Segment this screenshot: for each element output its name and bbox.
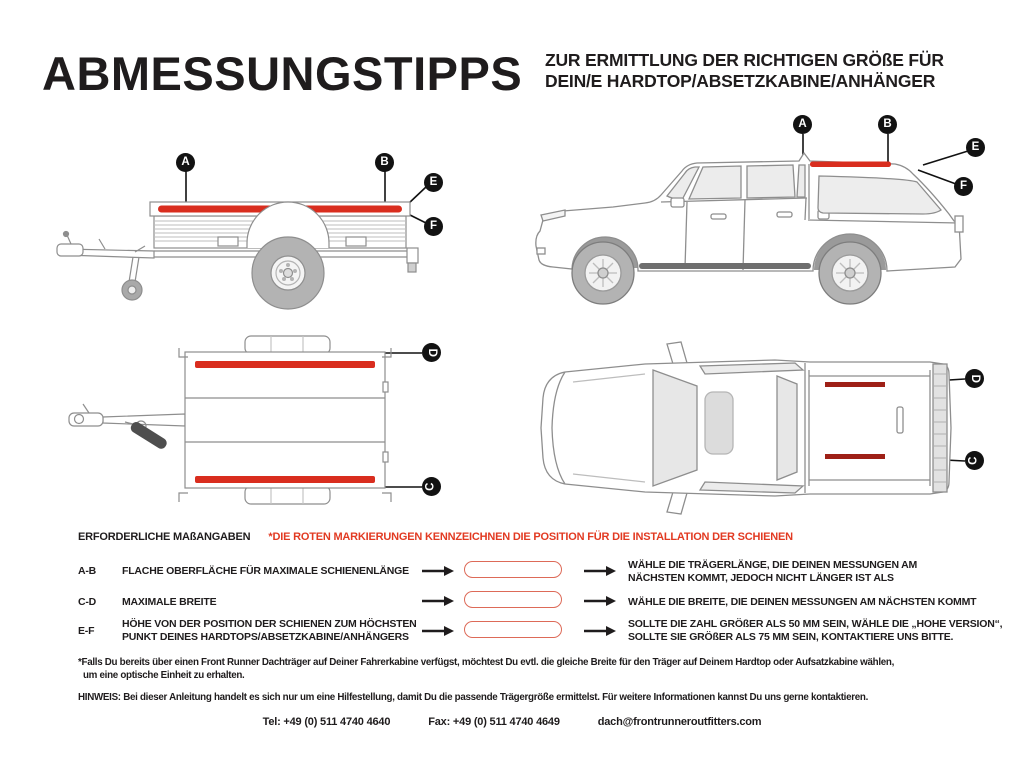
contact-tel: Tel: +49 (0) 511 4740 4640: [262, 716, 391, 728]
page-subtitle: [545, 50, 944, 92]
label-badge-a-trailer-side: A: [176, 153, 195, 172]
trailer-top-view: [55, 330, 465, 520]
hinweis-note: HINWEIS: Bei dieser Anleitung handelt es sich nur um eine Hilfestellung, damit Du die passende Trägergröße ermittelst. Für weitere Informationen kannst Du uns gerne kontaktieren.: [78, 692, 869, 703]
row-cd-description: MAXIMALE BREITE: [122, 596, 217, 608]
trailer-side-view: [55, 140, 465, 325]
row-ab-result: WÄHLE DIE TRÄGERLÄNGE, DIE DEINEN MESSUNGEN AM NÄCHSTEN KOMMT, JEDOCH NICHT LÄNGER IST ALS: [628, 559, 918, 584]
label-badge-c-trailer-top: C: [422, 477, 441, 496]
arrow-right-icon: [584, 595, 616, 607]
row-ab-description: FLACHE OBERFLÄCHE FÜR MAXIMALE SCHIENENLÄNGE: [122, 565, 409, 577]
subtitle-line-1: ZUR ERMITTLUNG DER RICHTIGEN GRÖßE FÜR: [545, 50, 944, 70]
row-ab-key: A-B: [78, 565, 97, 577]
label-badge-a-truck-side: A: [793, 115, 812, 134]
measurements-red-note: *DIE ROTEN MARKIERUNGEN KENNZEICHNEN DIE POSITION FÜR DIE INSTALLATION DER SCHIENEN: [268, 531, 793, 543]
arrow-right-icon: [422, 565, 454, 577]
label-badge-d-trailer-top: D: [422, 343, 441, 362]
label-badge-e-truck-side: E: [966, 138, 985, 157]
measurements-header: [78, 531, 793, 543]
contact-bar: [0, 716, 1024, 728]
asterisk-footnote-line1: *Falls Du bereits über einen Front Runner Dachträger auf Deiner Fahrerkabine verfügst, möchtest Du evtl. die gleiche Breite für den Träger auf Deinem Hardtop oder Aufsatzkabine wählen,: [78, 657, 895, 668]
label-badge-b-trailer-side: B: [375, 153, 394, 172]
truck-side-view: [525, 110, 1000, 310]
label-badge-c-truck-top: C: [965, 451, 984, 470]
contact-email: dach@frontrunneroutfitters.com: [597, 716, 762, 728]
row-cd-result: WÄHLE DIE BREITE, DIE DEINEN MESSUNGEN AM NÄCHSTEN KOMMT: [628, 596, 977, 608]
row-ef-key: E-F: [78, 625, 95, 637]
asterisk-footnote-line2: um eine optische Einheit zu erhalten.: [83, 670, 245, 681]
label-badge-f-truck-side: F: [954, 177, 973, 196]
row-ef-description: HÖHE VON DER POSITION DER SCHIENEN ZUM HÖCHSTEN PUNKT DEINES HARDTOPS/ABSETZKABINE/ANHÄNGERS: [122, 618, 417, 643]
label-badge-e-trailer-side: E: [424, 173, 443, 192]
measurement-input-ef[interactable]: [464, 621, 562, 638]
label-badge-b-truck-side: B: [878, 115, 897, 134]
arrow-right-icon: [584, 625, 616, 637]
measurements-title: ERFORDERLICHE MAßANGABEN: [78, 531, 251, 543]
subtitle-line-2: DEIN/E HARDTOP/ABSETZKABINE/ANHÄNGER: [545, 71, 936, 91]
arrow-right-icon: [422, 595, 454, 607]
measurement-input-ab[interactable]: [464, 561, 562, 578]
asterisk-footnote: [78, 656, 894, 682]
row-ef-result: SOLLTE DIE ZAHL GRÖßER ALS 50 MM SEIN, WÄHLE DIE „HOHE VERSION“, SOLLTE SIE GRÖßER ALS 75 MM SEIN, KONTAKTIERE UNS BITTE.: [628, 618, 1003, 643]
contact-fax: Fax: +49 (0) 511 4740 4649: [428, 716, 560, 728]
arrow-right-icon: [584, 565, 616, 577]
arrow-right-icon: [422, 625, 454, 637]
page-title: ABMESSUNGSTIPPS: [42, 47, 523, 100]
row-cd-key: C-D: [78, 596, 97, 608]
label-badge-f-trailer-side: F: [424, 217, 443, 236]
truck-top-view: [525, 330, 1000, 525]
label-badge-d-truck-top: D: [965, 369, 984, 388]
measurement-input-cd[interactable]: [464, 591, 562, 608]
